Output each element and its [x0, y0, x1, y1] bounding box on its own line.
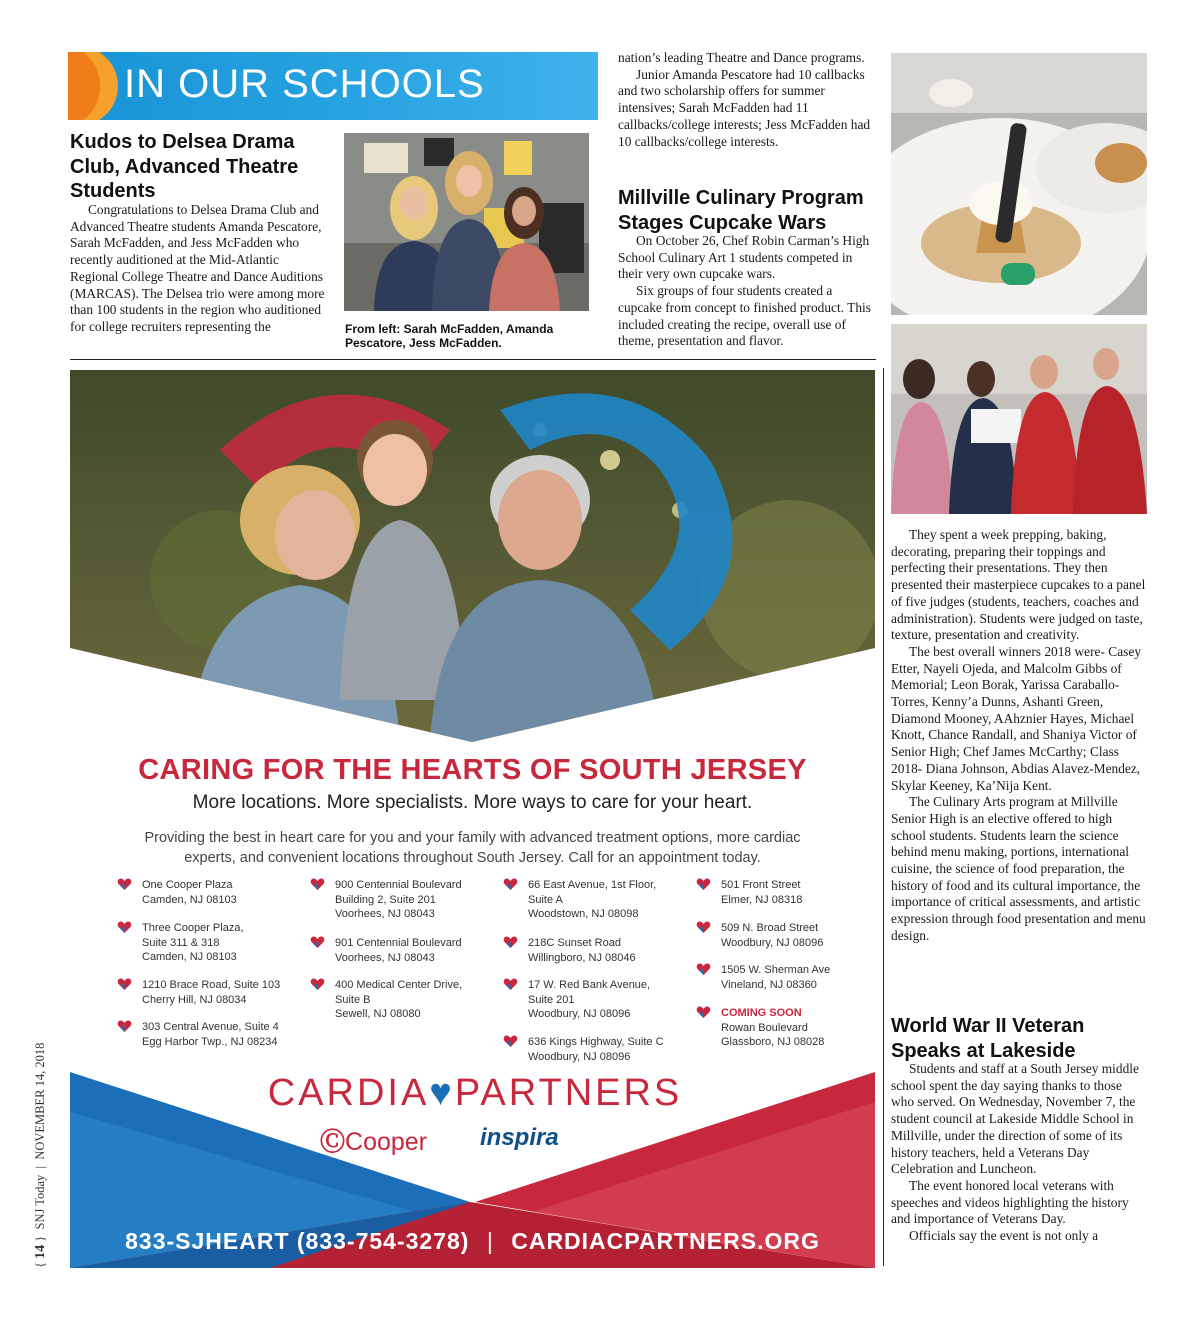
ad-website: CARDIACPARTNERS.ORG: [511, 1228, 820, 1254]
location-entry: [142, 978, 312, 1007]
location-entry: [142, 878, 312, 907]
location-heart-icon: [696, 878, 711, 891]
location-line: 303 Central Avenue, Suite 4: [142, 1021, 279, 1033]
ad-contact-bar: 833-SJHEART (833-754-3278) | CARDIACPARTNERS.ORG: [125, 1228, 820, 1254]
location-line: Suite 311 & 318: [142, 936, 220, 949]
location-line: Willingboro, NJ 08046: [528, 951, 636, 964]
location-line: 66 East Avenue, 1st Floor,: [528, 879, 657, 891]
location-entry: [335, 978, 505, 1022]
location-entry: [528, 936, 698, 965]
culinary-students-photo: [891, 324, 1147, 514]
location-line: Elmer, NJ 08318: [721, 893, 803, 906]
publication-name: SNJ Today: [33, 1174, 47, 1230]
page-folio: { 14 } SNJ Today | NOVEMBER 14, 2018: [33, 1042, 48, 1268]
drama-club-caption: From left: Sarah McFadden, Amanda Pescatore, Jess McFadden.: [345, 322, 554, 350]
location-line: 1505 W. Sherman Ave: [721, 964, 831, 976]
location-entry: [528, 978, 698, 1022]
location-heart-icon: [503, 1035, 518, 1048]
location-line: 900 Centennial Boulevard: [335, 879, 462, 891]
location-entry: [142, 1020, 312, 1049]
ad-headline: CARING FOR THE HEARTS OF SOUTH JERSEY: [138, 754, 807, 786]
location-heart-icon: [117, 978, 132, 991]
section-banner: [68, 52, 598, 120]
location-line: Rowan Boulevard: [721, 1021, 808, 1034]
ad-subheadline: More locations. More specialists. More ways to care for your heart.: [192, 792, 753, 813]
ad-family-photo: [70, 370, 875, 742]
cooper-c-icon: Ⓒ: [320, 1128, 346, 1156]
cupcake-photo: [891, 53, 1147, 315]
location-line: COMING SOON: [721, 1007, 802, 1019]
drama-club-photo: [344, 133, 589, 311]
cardiac-partners-logo: CARDIA♥PARTNERS: [267, 1072, 683, 1114]
location-line: 218C Sunset Road: [528, 937, 621, 949]
location-line: 1210 Brace Road, Suite 103: [142, 979, 281, 991]
location-entry: [721, 1006, 875, 1050]
location-heart-icon: [117, 878, 132, 891]
article1-continued: nation’s leading Theatre and Dance programs. Junior Amanda Pescatore had 10 callbacks and two scholarship offers for summer intensives; Sarah McFadden had 11 callbacks/college interests; Jess McFadden had 10 callbacks/college interests.: [618, 50, 871, 149]
location-heart-icon: [310, 978, 325, 991]
heart-c-logo-icon: ♥: [429, 1072, 455, 1114]
location-line: 400 Medical Center Drive,: [335, 979, 463, 991]
location-line: Woodbury, NJ 08096: [721, 936, 824, 949]
location-entry: [528, 1035, 698, 1064]
issue-date: NOVEMBER 14, 2018: [33, 1042, 47, 1160]
divider-line: [70, 359, 876, 360]
article2-headline: Millville Culinary Program Stages Cupcake Wars: [618, 187, 864, 234]
location-heart-icon: [696, 921, 711, 934]
cooper-logo: ⒸCooper: [320, 1128, 428, 1156]
location-heart-icon: [310, 936, 325, 949]
location-line: Woodstown, NJ 08098: [528, 908, 639, 920]
article3-headline: World War II Veteran Speaks at Lakeside: [891, 1015, 1085, 1062]
location-line: Woodbury, NJ 08096: [528, 1050, 631, 1063]
article3-body: Students and staff at a South Jersey middle school spent the day saying thanks to those who served. On Wednesday, November 7, the student council at Lakeside Middle School in Millville, under the direction of some of its history teachers, held a Veterans Day Celebration and Luncheon. The event honored local veterans with speeches and videos highlighting the history and importance of Veterans Day. Officials say the event is not only a: [891, 1061, 1139, 1244]
page-number: 14: [33, 1244, 48, 1259]
location-line: Three Cooper Plaza,: [142, 922, 244, 934]
section-title: IN OUR SCHOOLS: [124, 62, 485, 106]
location-heart-icon: [117, 921, 132, 934]
location-entry: [335, 936, 505, 965]
location-line: 509 N. Broad Street: [721, 922, 819, 934]
location-line: Camden, NJ 08103: [142, 893, 237, 906]
location-line: Suite 201: [528, 993, 575, 1006]
location-line: One Cooper Plaza: [142, 879, 233, 891]
location-line: Woodbury, NJ 08096: [528, 1008, 631, 1020]
location-entry: [721, 878, 875, 907]
column-divider: [883, 368, 884, 1266]
location-heart-icon: [503, 936, 518, 949]
ad-description: Providing the best in heart care for you and your family with advanced treatment options, more cardiac experts, and convenient locations throughout South Jersey. Call for an appointment today.: [144, 830, 801, 866]
location-heart-icon: [696, 963, 711, 976]
location-line: Suite B: [335, 993, 371, 1006]
location-entry: [528, 878, 698, 922]
article2-right-body: They spent a week prepping, baking, decorating, preparing their toppings and perfecting their presentations. They then presented their masterpiece cupcakes to a panel of five judges (students, teachers, coaches and administration). Students were judged on taste, texture, presentation and creativity. The best overall winners 2018 were- Casey Etter, Nayeli Ojeda, and Malcolm Gibbs of Memorial; Leon Borak, Yarissa Caraballo-Torres, Kenny’a Dunns, Ashanti Green, Diamond Mooney, AAhznier Hayes, Michael Knott, Chance Randall, and Shaniya Victor of Senior High; Chef James McCarthy; Class 2018- Diana Johnson, Abdias Alavez-Mendez, Skylar Keeney, Ka’Nija Kent. The Culinary Arts program at Millville Senior High is an elective offered to high school students. Students learn the science behind menu making, portions, international cuisine, the science of food preparation, the history of food and its cultural importance, the importance of critical assessments, and artistic expression through food presentation and menu design.: [891, 527, 1146, 943]
location-line: Suite A: [528, 893, 563, 906]
location-heart-icon: [503, 878, 518, 891]
location-line: Voorhees, NJ 08043: [335, 908, 435, 920]
location-line: 636 Kings Highway, Suite C: [528, 1036, 664, 1048]
location-line: 901 Centennial Boulevard: [335, 937, 462, 949]
location-line: Cherry Hill, NJ 08034: [142, 993, 247, 1006]
location-line: Glassboro, NJ 08028: [721, 1036, 825, 1048]
location-line: Voorhees, NJ 08043: [335, 951, 435, 964]
location-line: Camden, NJ 08103: [142, 951, 237, 963]
location-line: Vineland, NJ 08360: [721, 978, 817, 991]
inspira-logo: inspira: [480, 1124, 559, 1151]
location-entry: [335, 878, 505, 922]
ad-phone: 833-SJHEART (833-754-3278): [125, 1228, 470, 1254]
article1-body: Congratulations to Delsea Drama Club and Advanced Theatre students Amanda Pescatore, Sarah McFadden, and Jess McFadden who recently auditioned at the Mid-Atlantic Regional College Theatre and Dance Auditions (MARCAS). The Delsea trio were among more than 100 students in the region who auditioned for college recruiters representing the: [70, 202, 325, 334]
article1-headline: Kudos to Delsea Drama Club, Advanced Theatre Students: [70, 131, 299, 202]
location-heart-icon: [310, 878, 325, 891]
location-line: Sewell, NJ 08080: [335, 1008, 421, 1020]
location-entry: [721, 921, 875, 950]
location-entry: [721, 963, 875, 992]
location-heart-icon: [503, 978, 518, 991]
location-heart-icon: [696, 1006, 711, 1019]
article2-body: On October 26, Chef Robin Carman’s High School Culinary Art 1 students competed in their very own cupcake wars. Six groups of four students created a cupcake from concept to finished product. This included creating the recipe, overall use of theme, presentation and flavor.: [618, 233, 871, 349]
cardiac-partners-ad: [70, 370, 875, 1268]
location-line: 17 W. Red Bank Avenue,: [528, 979, 651, 991]
location-line: 501 Front Street: [721, 879, 801, 891]
location-line: Building 2, Suite 201: [335, 893, 436, 906]
location-entry: [142, 921, 312, 965]
location-line: Egg Harbor Twp., NJ 08234: [142, 1035, 278, 1048]
location-heart-icon: [117, 1020, 132, 1033]
